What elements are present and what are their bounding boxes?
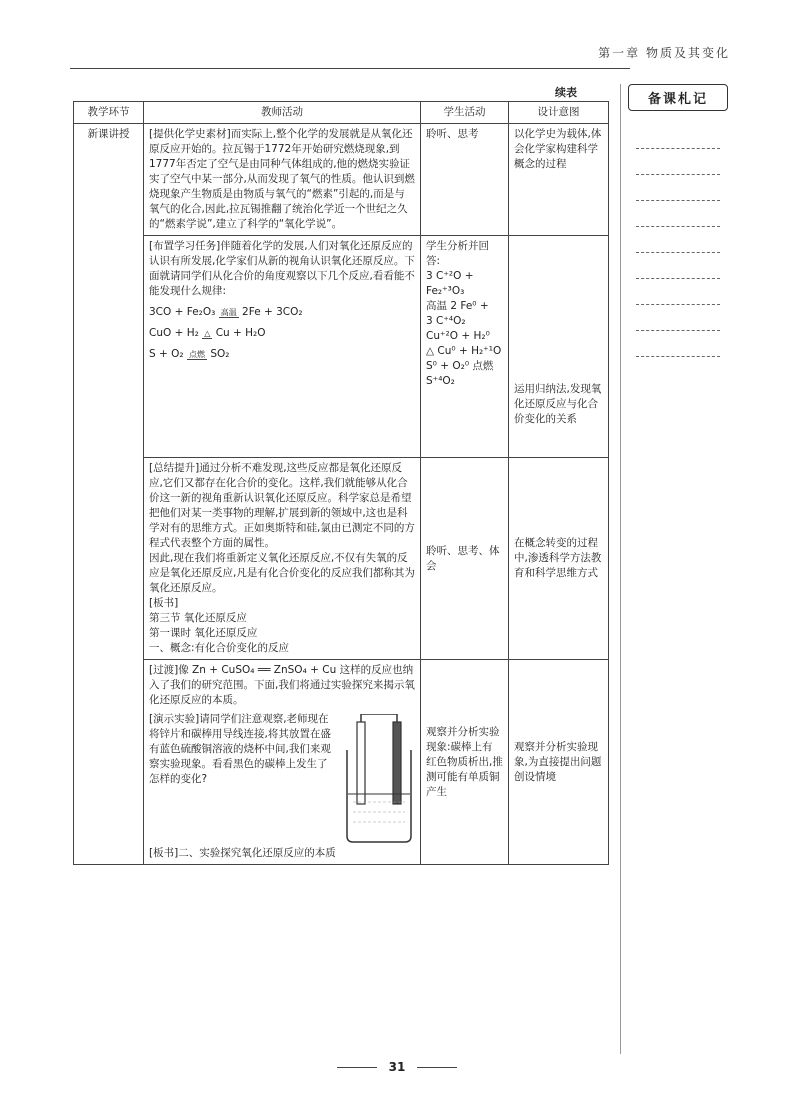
teacher-cell [144, 458, 421, 660]
continued-label: 续表 [555, 86, 577, 99]
design-cell: 运用归纳法,发现氧化还原反应与化合价变化的关系 [509, 236, 609, 458]
notes-panel [628, 84, 728, 111]
notes-divider [620, 84, 621, 1054]
design-cell: 观察并分析实验现象,为直接提出问题创设情境 [509, 660, 609, 865]
notes-title: 备课札记 [628, 84, 728, 111]
student-intro: 学生分析并回答: [426, 240, 489, 267]
valence-line: S⁰ + O₂⁰ 点燃 [426, 360, 494, 372]
zinc-strip [357, 722, 365, 804]
task-text: [布置学习任务]伴随着化学的发展,人们对氧化还原反应的认识有所发展,化学家们从新的视角认识氧化还原反应。下面就请同学们从化合价的角度观察以下几个反应,看看能不能发现什么规律: [149, 240, 415, 297]
student-cell: 聆听、思考 [421, 124, 509, 236]
student-cell: 观察并分析实验现象:碳棒上有红色物质析出,推测可能有单质铜产生 [421, 660, 509, 865]
definition-text: 因此,现在我们将重新定义氧化还原反应,不仅有失氧的反应是氧化还原反应,凡是有化合价变化的反应我们都称其为氧化还原反应。 [149, 552, 415, 594]
beaker-apparatus-illustration [343, 714, 415, 846]
design-cell: 在概念转变的过程中,渗透科学方法教育和科学思维方式 [509, 458, 609, 660]
condition: 点燃 [188, 350, 205, 359]
valence-line: 高温 2 Fe⁰ + [426, 300, 489, 312]
teacher-cell [144, 236, 421, 458]
note-line [636, 304, 720, 305]
page-header: 第一章 物质及其变化 [598, 46, 730, 60]
teacher-cell [144, 660, 421, 865]
design-cell: 以化学史为载体,体会化学家构建科学概念的过程 [509, 124, 609, 236]
board-label: [板书] [149, 597, 179, 609]
note-line [636, 356, 720, 357]
table-row [74, 458, 609, 660]
note-line [636, 252, 720, 253]
header-rule [70, 68, 630, 69]
lesson-title: 第一课时 氧化还原反应 [149, 627, 258, 639]
condition: 高温 [220, 308, 237, 317]
board-note: [板书]二、实验探究氧化还原反应的本质 [149, 847, 336, 859]
summary-text: [总结提升]通过分析不难发现,这些反应都是氧化还原反应,它们又都存在化合价的变化。这样,我们就能够从化合价这一新的视角重新认识氧化还原反应。科学家总是希望把他们对某一类事物的理解,扩展到新的领域中,这也是科学对有的思维方式。正如奥斯特和硅,氯由已测定不同的方程式代表整个方面的属性。 [149, 462, 415, 549]
equation-1: 3CO + Fe₂O₃ 高温 2Fe + 3CO₂ [149, 306, 303, 318]
note-line [636, 330, 720, 331]
valence-line: △ Cu⁰ + H₂⁺¹O [426, 345, 502, 357]
concept-line: 一、概念:有化合价变化的反应 [149, 642, 290, 654]
equation-3: S + O₂ 点燃 SO₂ [149, 348, 230, 360]
wire [361, 714, 397, 722]
valence-line: 3 C⁺²O + Fe₂⁺³O₃ [426, 270, 474, 297]
note-line [636, 278, 720, 279]
condition: △ [204, 329, 211, 338]
student-cell: 聆听、思考、体会 [421, 458, 509, 660]
note-line [636, 226, 720, 227]
header-student: 学生活动 [421, 102, 509, 124]
demo-text: [演示实验]请同学们注意观察,老师现在将锌片和碳棒用导线连接,将其放置在盛有蓝色硫酸铜溶液的烧杯中间,我们来观察实验现象。看看黑色的碳棒上发生了怎样的变化? [149, 713, 331, 785]
valence-line: Cu⁺²O + H₂⁰ [426, 330, 490, 342]
note-line [636, 200, 720, 201]
page-number: 31 [0, 1060, 794, 1074]
note-line [636, 174, 720, 175]
table-row [74, 660, 609, 865]
valence-line: S⁺⁴O₂ [426, 375, 455, 387]
lesson-table [73, 101, 609, 865]
table-row [74, 124, 609, 236]
carbon-rod [393, 722, 401, 804]
header-teacher: 教师活动 [144, 102, 421, 124]
header-design: 设计意图 [509, 102, 609, 124]
table-header-row [74, 102, 609, 124]
valence-line: 3 C⁺⁴O₂ [426, 315, 466, 327]
teacher-cell: [提供化学史素材]而实际上,整个化学的发展就是从氧化还原反应开始的。拉瓦锡于1772年开始研究燃烧现象,到1777年否定了空气是由同种气体组成的,他的燃烧实验证实了空气中某一部分,从而发现了氧气的性质。他认识到燃烧现象产生物质是由物质与氧气的“燃素”引起的,而是与氧气的化合,因此,拉瓦锡推翻了统治化学近一个世纪之久的“燃素学说”,建立了科学的“氧化学说”。 [144, 124, 421, 236]
stage-cell: 新课讲授 [74, 124, 144, 865]
transition-text: [过渡]像 Zn + CuSO₄ ══ ZnSO₄ + Cu 这样的反应也纳入了我们的研究范围。下面,我们将通过实验探究来揭示氧化还原反应的本质。 [149, 664, 415, 706]
section-title: 第三节 氧化还原反应 [149, 612, 247, 624]
note-line [636, 148, 720, 149]
table-row [74, 236, 609, 458]
header-stage: 教学环节 [74, 102, 144, 124]
student-cell [421, 236, 509, 458]
equation-2: CuO + H₂ △ Cu + H₂O [149, 327, 266, 339]
